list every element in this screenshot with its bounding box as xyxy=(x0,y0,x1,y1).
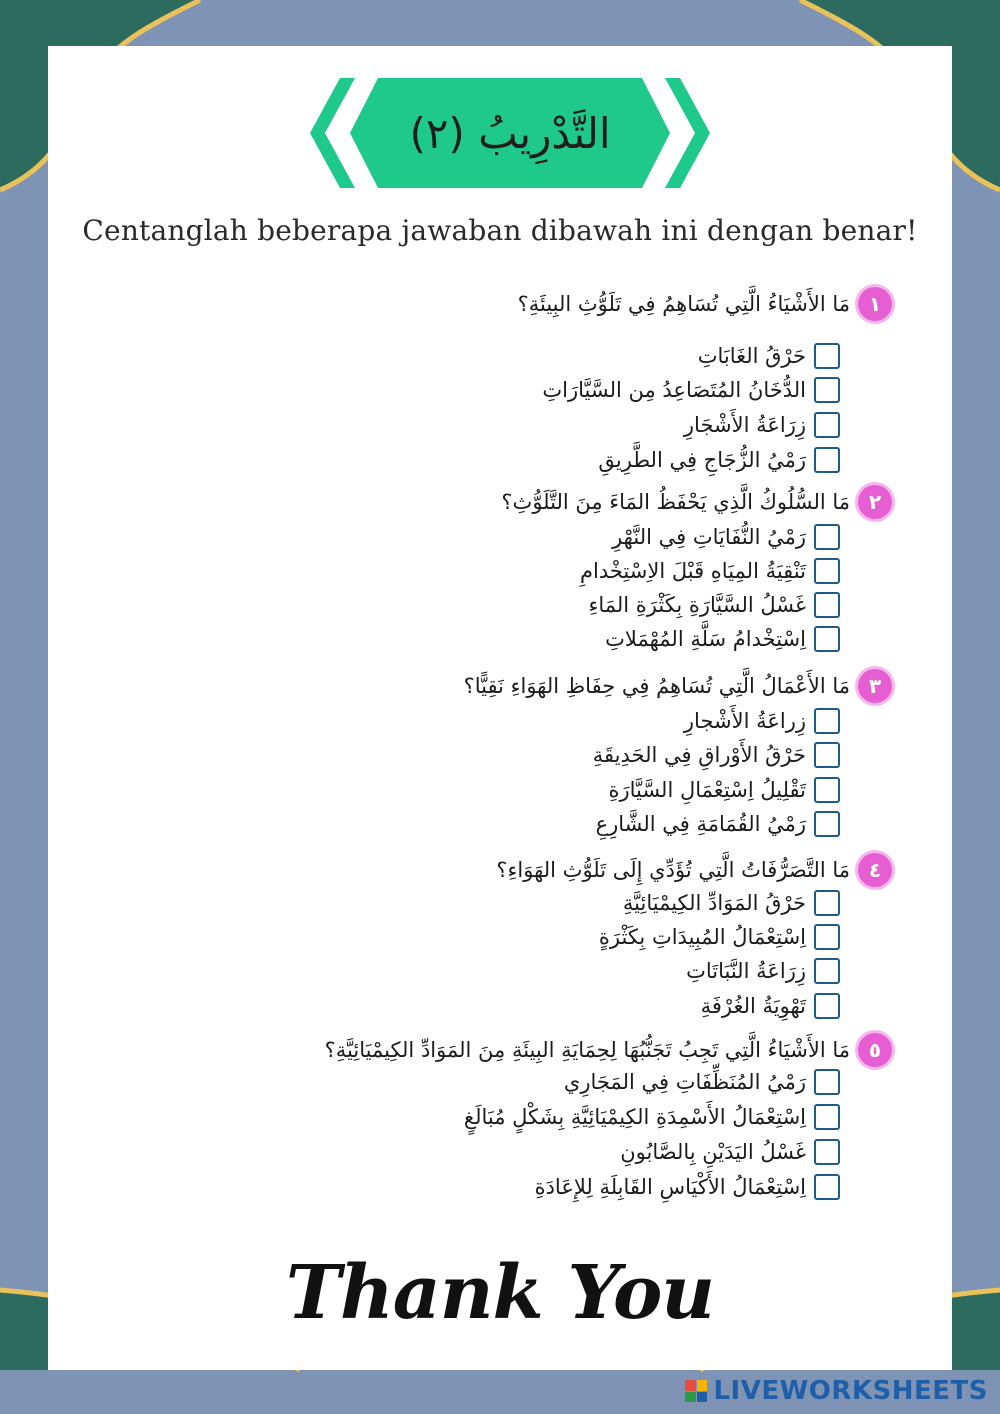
liveworksheets-logo-icon xyxy=(685,1380,707,1402)
option-row xyxy=(540,622,840,656)
checkbox[interactable] xyxy=(814,742,840,768)
option-row xyxy=(540,920,840,954)
question-number-badge: ٢ xyxy=(858,485,892,519)
question-text: مَا الأَعْمَالُ الَّتِي تُسَاهِمُ فِي حِفَاظِ الهَوَاءِ نَقِيًّا؟ xyxy=(463,674,850,698)
checkbox[interactable] xyxy=(814,708,840,734)
brand-name: LIVEWORKSHEETS xyxy=(713,1376,988,1406)
checkbox[interactable] xyxy=(814,1174,840,1200)
option-row xyxy=(540,1065,840,1099)
option-label: اِسْتِعْمَالُ الأَكْيَاسِ القَابِلَةِ لِلإِعَادَةِ xyxy=(534,1175,806,1199)
question-number-badge: ١ xyxy=(858,287,892,321)
checkbox[interactable] xyxy=(814,377,840,403)
option-row xyxy=(540,443,840,477)
page-title: التَّدْرِيبُ (٢) xyxy=(409,108,611,158)
option-label: زِرَاعَةُ الأَشْجَارِ xyxy=(683,413,806,437)
option-row xyxy=(540,520,840,554)
option-label: غَسْلُ السَّيَّارَةِ بِكَثْرَةِ المَاءِ xyxy=(588,593,806,617)
question-number-badge: ٤ xyxy=(858,853,892,887)
option-row xyxy=(540,554,840,588)
option-label: حَرْقُ الغَابَاتِ xyxy=(697,344,806,368)
option-row xyxy=(540,738,840,772)
option-row xyxy=(540,1135,840,1169)
checkbox[interactable] xyxy=(814,412,840,438)
option-label: رَمْيُ النُّفَايَاتِ فِي النَّهْرِ xyxy=(612,525,806,549)
option-label: زِراعَةُ الأَشْجارِ xyxy=(683,709,806,733)
option-row xyxy=(540,373,840,407)
question-number-badge: ٥ xyxy=(858,1033,892,1067)
checkbox[interactable] xyxy=(814,524,840,550)
question-text: مَا التَّصَرُّفَاتُ الَّتِي تُؤَدِّي إِلَى تَلَوُّثِ الهَوَاءِ؟ xyxy=(496,858,850,882)
checkbox[interactable] xyxy=(814,993,840,1019)
checkbox[interactable] xyxy=(814,811,840,837)
checkbox[interactable] xyxy=(814,626,840,652)
checkbox[interactable] xyxy=(814,558,840,584)
option-row xyxy=(534,1170,840,1204)
option-label: رَمْيُ المُنَظِّفَاتِ فِي المَجَارِي xyxy=(563,1070,806,1094)
option-row xyxy=(540,954,840,988)
question-text: مَا الأَشْيَاءُ الَّتِي تَجِبُ تَجَنُّبُهَا لِحِمَايَةِ البِيئَةِ مِنَ المَوَادِّ الكِيمْيَائِيَّةِ؟ xyxy=(324,1038,850,1062)
option-row xyxy=(540,588,840,622)
option-label: رَمْيُ الزُّجَاجِ فِي الطَّرِيقِ xyxy=(598,448,806,472)
option-row xyxy=(540,989,840,1023)
option-row xyxy=(540,773,840,807)
option-label: غَسْلُ اليَدَيْنِ بِالصَّابُونِ xyxy=(620,1140,806,1164)
option-label: حَرْقُ الأَوْراقِ فِي الحَدِيقَةِ xyxy=(592,743,806,767)
brand-watermark xyxy=(685,1376,988,1406)
checkbox[interactable] xyxy=(814,592,840,618)
option-label: الدُّخَانُ المُتَصَاعِدُ مِن السَّيَّارَاتِ xyxy=(542,378,806,402)
checkbox[interactable] xyxy=(814,924,840,950)
option-row xyxy=(463,1100,840,1134)
option-label: اِسْتِخْدامُ سَلَّةِ المُهْمَلاتِ xyxy=(605,627,806,651)
option-row xyxy=(540,886,840,920)
checkbox[interactable] xyxy=(814,1104,840,1130)
option-label: اِسْتِعْمَالُ المُبِيدَاتِ بِكَثْرَةٍ xyxy=(598,925,806,949)
checkbox[interactable] xyxy=(814,958,840,984)
checkbox[interactable] xyxy=(814,890,840,916)
checkbox[interactable] xyxy=(814,1069,840,1095)
checkbox[interactable] xyxy=(814,447,840,473)
option-label: تَقْلِيلُ اِسْتِعْمَالِ السَّيَّارَةِ xyxy=(608,778,806,802)
thank-you-text: Thank You xyxy=(285,1250,715,1336)
instruction-text: Centanglah beberapa jawaban dibawah ini dengan benar! xyxy=(82,214,918,247)
option-label: زِرَاعَةُ النَّبَاتَاتِ xyxy=(686,959,806,983)
option-row xyxy=(540,408,840,442)
question-text: مَا السُّلُوكُ الَّذِي يَحْفَظُ المَاءَ مِنَ التَّلَوُّثِ؟ xyxy=(501,490,850,514)
option-label: تَنْقِيَةُ المِيَاهِ قَبْلَ الاِسْتِخْدامِ xyxy=(580,559,806,583)
option-label: تَهْوِيَةُ الغُرْفَةِ xyxy=(700,994,806,1018)
option-row xyxy=(540,807,840,841)
title-banner xyxy=(310,78,710,188)
option-label: رَمْيُ القُمَامَةِ فِي الشَّارِعِ xyxy=(595,812,806,836)
question-text: مَا الأَشْيَاءُ الَّتِي تُسَاهِمُ فِي تَلَوُّثِ البِيئَةِ؟ xyxy=(517,292,850,316)
option-row xyxy=(540,339,840,373)
question-number-badge: ٣ xyxy=(858,669,892,703)
option-label: اِسْتِعْمَالُ الأَسْمِدَةِ الكِيمْيَائِيَّةِ بِشَكْلٍ مُبَالَغٍ xyxy=(463,1105,806,1129)
option-row xyxy=(540,704,840,738)
checkbox[interactable] xyxy=(814,777,840,803)
option-label: حَرْقُ المَوَادِّ الكِيمْيَائِيَّةِ xyxy=(622,891,806,915)
checkbox[interactable] xyxy=(814,1139,840,1165)
checkbox[interactable] xyxy=(814,343,840,369)
